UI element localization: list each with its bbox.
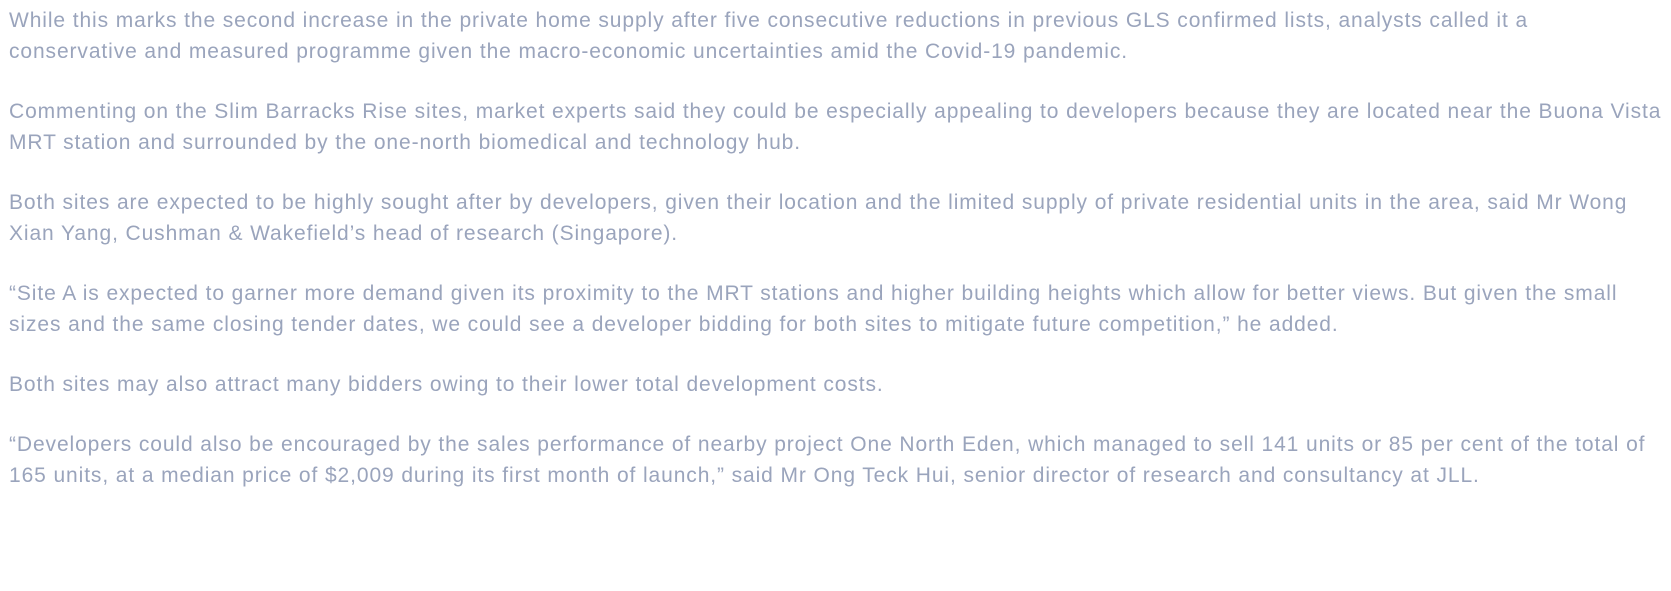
article-paragraph: Both sites may also attract many bidders owing to their lower total development costs. (9, 373, 884, 396)
article-paragraph: While this marks the second increase in the private home supply after five consecutive reductions in previous GLS confirmed lists, analysts called it a conservative and measured programme given the macro-economic uncertainties amid the Covid-19 pandemic. (9, 9, 1529, 63)
article-paragraph: “Site A is expected to garner more demand given its proximity to the MRT stations and higher building heights which allow for better views. But given the small sizes and the same closing tender dates, we could see a developer bidding for both sites to mitigate future competition,” he added. (9, 282, 1618, 336)
article-paragraph: “Developers could also be encouraged by the sales performance of nearby project One North Eden, which managed to sell 141 units or 85 per cent of the total of 165 units, at a median price of $2,009 during its first month of launch,” said Mr Ong Teck Hui, senior director of research and consultancy at JLL. (9, 433, 1646, 487)
article-paragraph: Both sites are expected to be highly sought after by developers, given their location and the limited supply of private residential units in the area, said Mr Wong Xian Yang, Cushman & Wakefield’s head of research (Singapore). (9, 191, 1628, 245)
article-paragraph: Commenting on the Slim Barracks Rise sites, market experts said they could be especially appealing to developers because they are located near the Buona Vista MRT station and surrounded by the one-north biomedical and technology hub. (9, 100, 1662, 154)
